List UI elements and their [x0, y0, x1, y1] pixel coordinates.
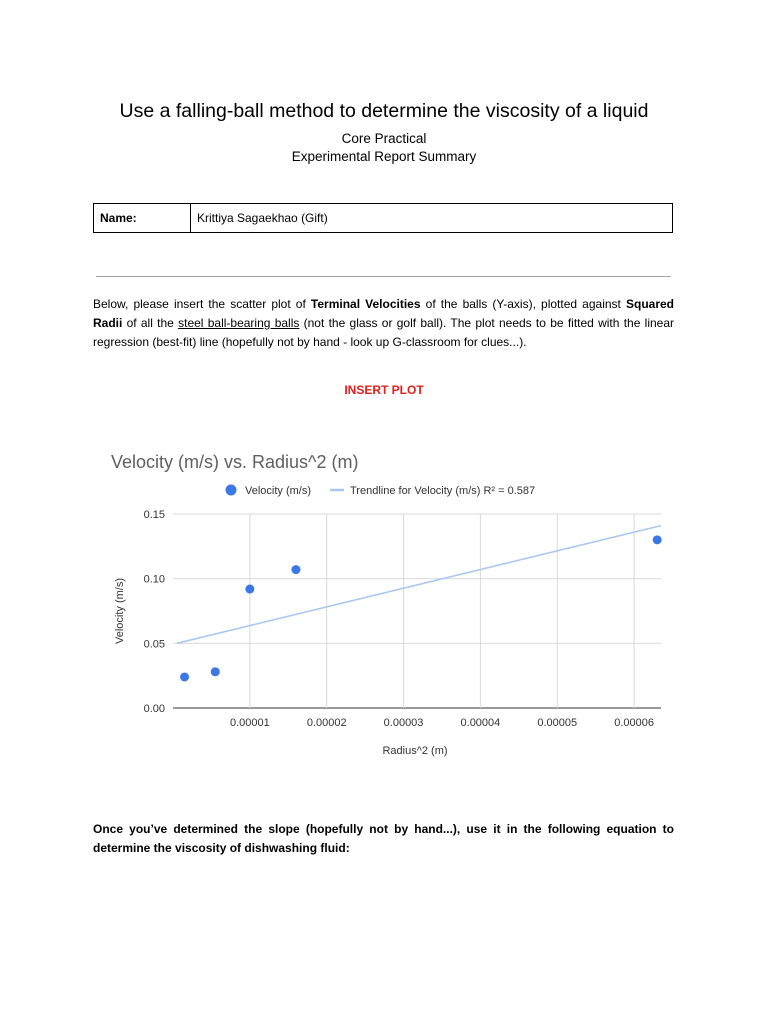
- y-tick-label: 0.10: [143, 573, 165, 586]
- name-value: Krittiya Sagaekhao (Gift): [197, 211, 328, 225]
- bold-squared-radii: Squared Radii: [93, 297, 675, 330]
- y-tick-label: 0.15: [143, 509, 165, 521]
- x-tick-label: 0.00004: [460, 717, 501, 729]
- bold-terminal-velocities: Terminal Velocities: [310, 297, 421, 311]
- legend-label-trendline: Trendline for Velocity (m/s) R² = 0.587: [350, 485, 536, 497]
- data-point: [180, 672, 189, 681]
- document-subtitle-report: Experimental Report Summary: [291, 149, 477, 164]
- y-axis-label: Velocity (m/s): [114, 577, 126, 645]
- data-point: [211, 667, 220, 676]
- insert-plot-label: INSERT PLOT: [344, 383, 424, 397]
- horizontal-divider: [96, 276, 671, 277]
- underlined-steel-balls: steel ball-bearing balls: [178, 316, 300, 330]
- y-tick-label: 0.05: [143, 638, 165, 651]
- data-point: [291, 565, 300, 574]
- x-tick-label: 0.00002: [306, 717, 347, 729]
- chart-title: Velocity (m/s) vs. Radius^2 (m): [111, 452, 359, 472]
- name-label: Name:: [94, 204, 191, 232]
- legend-marker-velocity: [226, 485, 237, 496]
- x-tick-label: 0.00006: [614, 717, 654, 729]
- document-subtitle-core: Core Practical: [341, 131, 427, 146]
- data-point: [245, 585, 254, 594]
- x-axis-label: Radius^2 (m): [382, 745, 448, 757]
- document-title: Use a falling-ball method to determine the viscosity of a liquid: [119, 100, 649, 122]
- x-tick-label: 0.00001: [229, 717, 270, 729]
- data-point: [653, 535, 662, 544]
- x-tick-label: 0.00005: [537, 717, 578, 729]
- equation-instructions-paragraph: Once you’ve determined the slope (hopefully not by hand...), use it in the following equation to determine the viscosity of dishwashing fluid:: [93, 822, 674, 855]
- scatter-chart-svg: [93, 432, 677, 772]
- name-table: [93, 203, 673, 233]
- scatter-chart: [93, 432, 677, 772]
- y-tick-label: 0.00: [143, 703, 165, 715]
- legend-label-velocity: Velocity (m/s): [245, 485, 312, 497]
- x-tick-label: 0.00003: [383, 717, 424, 729]
- instructions-paragraph: Below, please insert the scatter plot of Terminal Velocities of the balls (Y-axis), plotted against Squared Radii of all the steel ball-bearing balls (not the glass or golf ball). The plot needs to be fitted with the linear regression (best-fit) line (hopefully not by hand - look up G-classroom for clues...).: [93, 297, 675, 349]
